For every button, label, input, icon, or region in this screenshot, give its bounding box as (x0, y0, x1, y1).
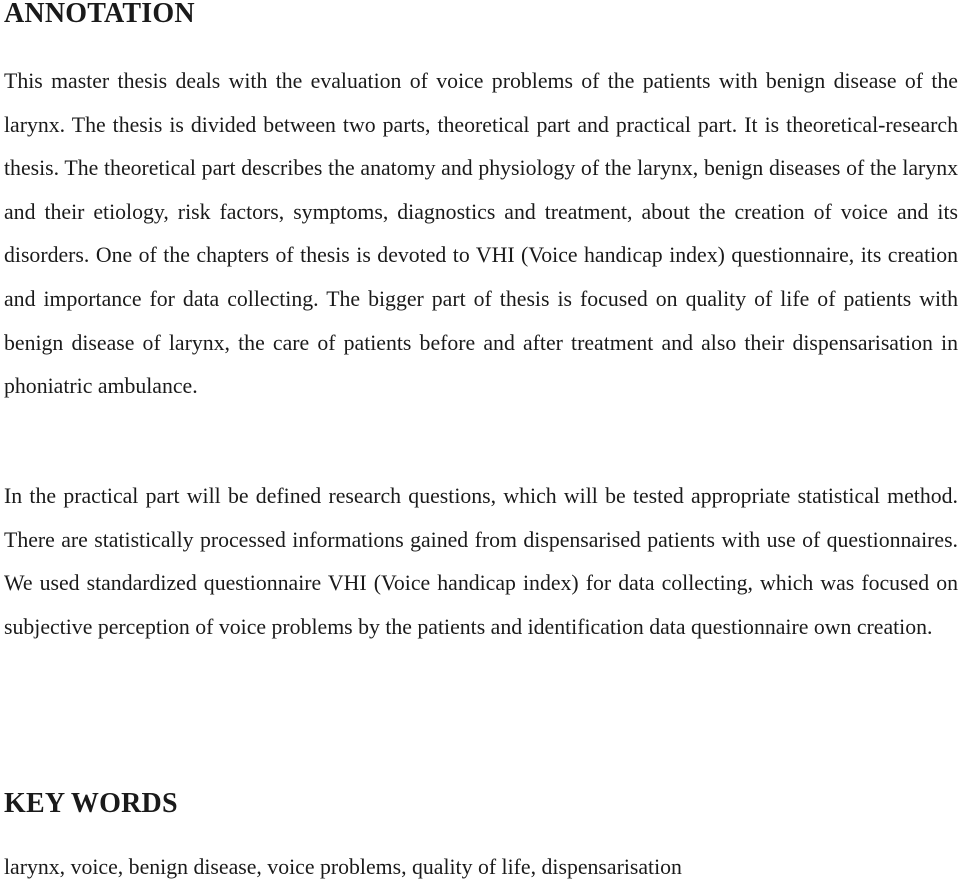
annotation-paragraph-2: In the practical part will be defined research questions, which will be tested appropriate statistical method. There are statistically processed informations gained from dispensarised patients with use of questionnaires. We used standardized questionnaire VHI (Voice handicap index) for data collecting, which was focused on subjective perception of voice problems by the patients and identification data questionnaire own creation. (4, 484, 958, 639)
annotation-heading: ANNOTATION (4, 0, 195, 29)
keywords-list: larynx, voice, benign disease, voice problems, quality of life, dispensarisation (4, 855, 682, 879)
annotation-paragraph-1: This master thesis deals with the evaluation of voice problems of the patients with benign disease of the larynx. The thesis is divided between two parts, theoretical part and practical part. It is theoretical-research thesis. The theoretical part describes the anatomy and physiology of the larynx, benign diseases of the larynx and their etiology, risk factors, symptoms, diagnostics and treatment, about the creation of voice and its disorders. One of the chapters of thesis is devoted to VHI (Voice handicap index) questionnaire, its creation and importance for data collecting. The bigger part of thesis is focused on quality of life of patients with benign disease of larynx, the care of patients before and after treatment and also their dispensarisation in phoniatric ambulance. (4, 69, 958, 399)
keywords-heading: KEY WORDS (4, 788, 178, 819)
